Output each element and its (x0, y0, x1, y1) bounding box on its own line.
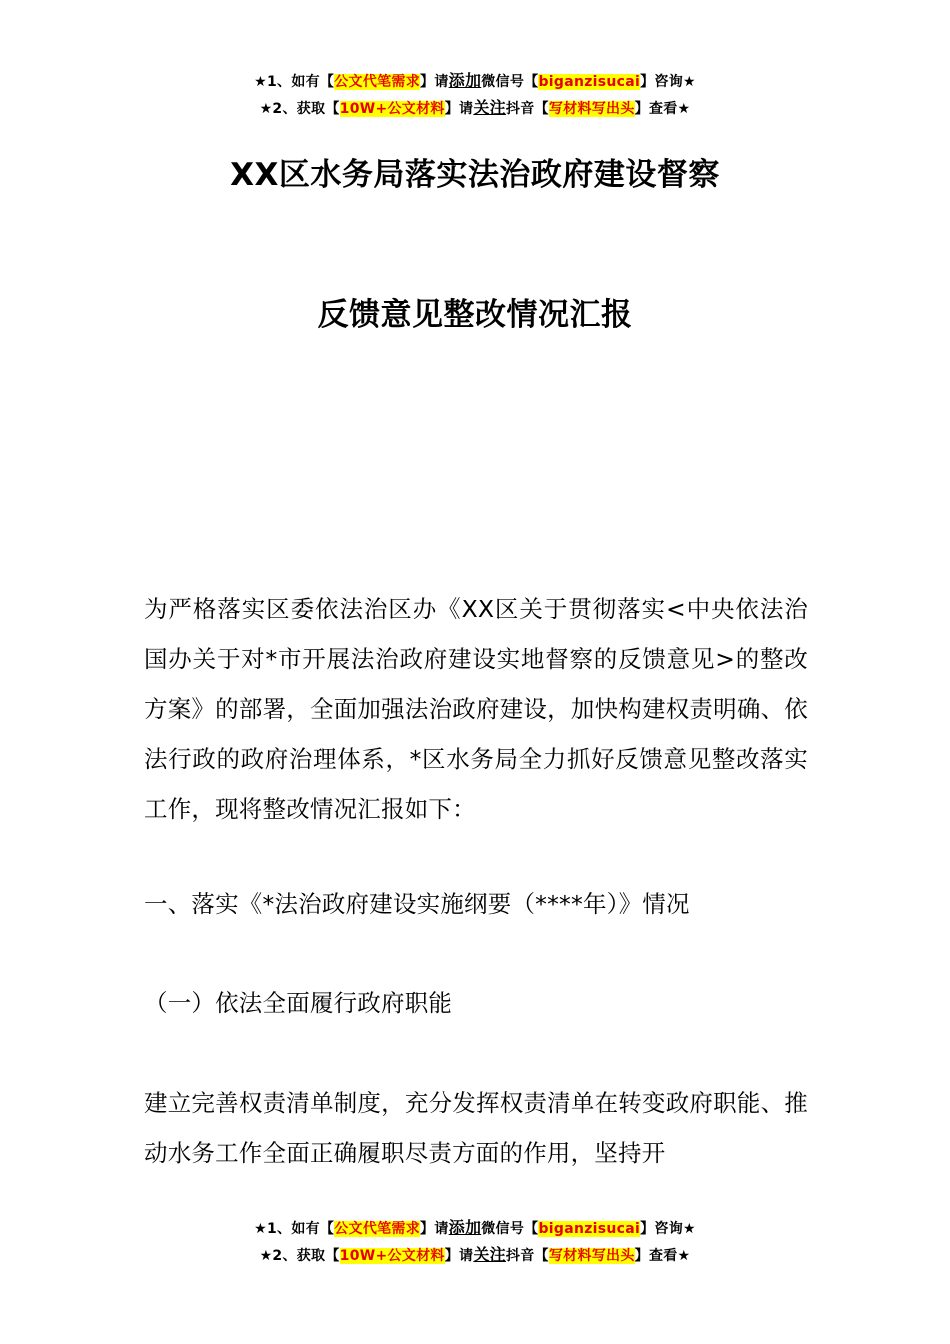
banner-text: ★2、获取【 (259, 101, 340, 117)
footer-banner (0, 1215, 950, 1269)
banner-text: 微信号【 (481, 74, 539, 90)
highlight-douyin-id: 写材料写出头 (548, 101, 635, 117)
banner-text: 】咨询★ (640, 1221, 696, 1237)
highlight-douyin-id: 写材料写出头 (548, 1248, 635, 1264)
body-paragraph: 建立完善权责清单制度，充分发挥权责清单在转变政府职能、推动水务工作全面正确履职尽责方面的作用，坚持开 (144, 1089, 808, 1167)
underlined-text: 添加 (448, 71, 482, 90)
underlined-text: 添加 (448, 1218, 482, 1237)
underlined-text: 关注 (473, 1245, 506, 1264)
underlined-text: 关注 (473, 98, 506, 117)
banner-text: ★1、如有【 (254, 74, 335, 90)
banner-text: 】查看★ (634, 101, 691, 117)
intro-paragraph: 为严格落实区委依法治区办《XX区关于贯彻落实<中央依法治国办关于对*市开展法治政府建设实地督察的反馈意见>的整改方案》的部署，全面加强法治政府建设，加快构建权责明确、依法行政的政府治理体系，*区水务局全力抓好反馈意见整改落实工作，现将整改情况汇报如下： (144, 595, 808, 823)
banner-text: 抖音【 (505, 101, 549, 117)
banner-line-2 (0, 1242, 950, 1269)
banner-text: 】请 (444, 101, 474, 117)
highlight-wechat-id: biganzisucai (538, 1221, 641, 1237)
banner-line-2 (0, 95, 950, 122)
banner-text: ★2、获取【 (259, 1248, 340, 1264)
document-title-line-2: 反馈意见整改情况汇报 (317, 297, 633, 333)
section-heading: 一、落实《*法治政府建设实施纲要（****年）》情况 (144, 890, 690, 918)
banner-text: 微信号【 (481, 1221, 539, 1237)
banner-text: 】请 (444, 1248, 474, 1264)
banner-text: 】请 (420, 1221, 449, 1237)
highlight-materials: 10W+公文材料 (339, 1248, 445, 1264)
banner-line-1 (0, 68, 950, 95)
highlight-materials: 10W+公文材料 (339, 101, 445, 117)
document-title-line-1: XX区水务局落实法治政府建设督察 (230, 157, 720, 193)
banner-text: 抖音【 (505, 1248, 549, 1264)
banner-text: 】查看★ (634, 1248, 691, 1264)
highlight-wechat-id: biganzisucai (538, 74, 641, 90)
banner-line-1 (0, 1215, 950, 1242)
highlight-service: 公文代笔需求 (334, 74, 421, 90)
banner-text: 】咨询★ (640, 74, 696, 90)
banner-text: ★1、如有【 (254, 1221, 335, 1237)
subsection-heading: （一）依法全面履行政府职能 (144, 989, 453, 1017)
banner-text: 】请 (420, 74, 449, 90)
header-banner (0, 68, 950, 122)
highlight-service: 公文代笔需求 (334, 1221, 421, 1237)
